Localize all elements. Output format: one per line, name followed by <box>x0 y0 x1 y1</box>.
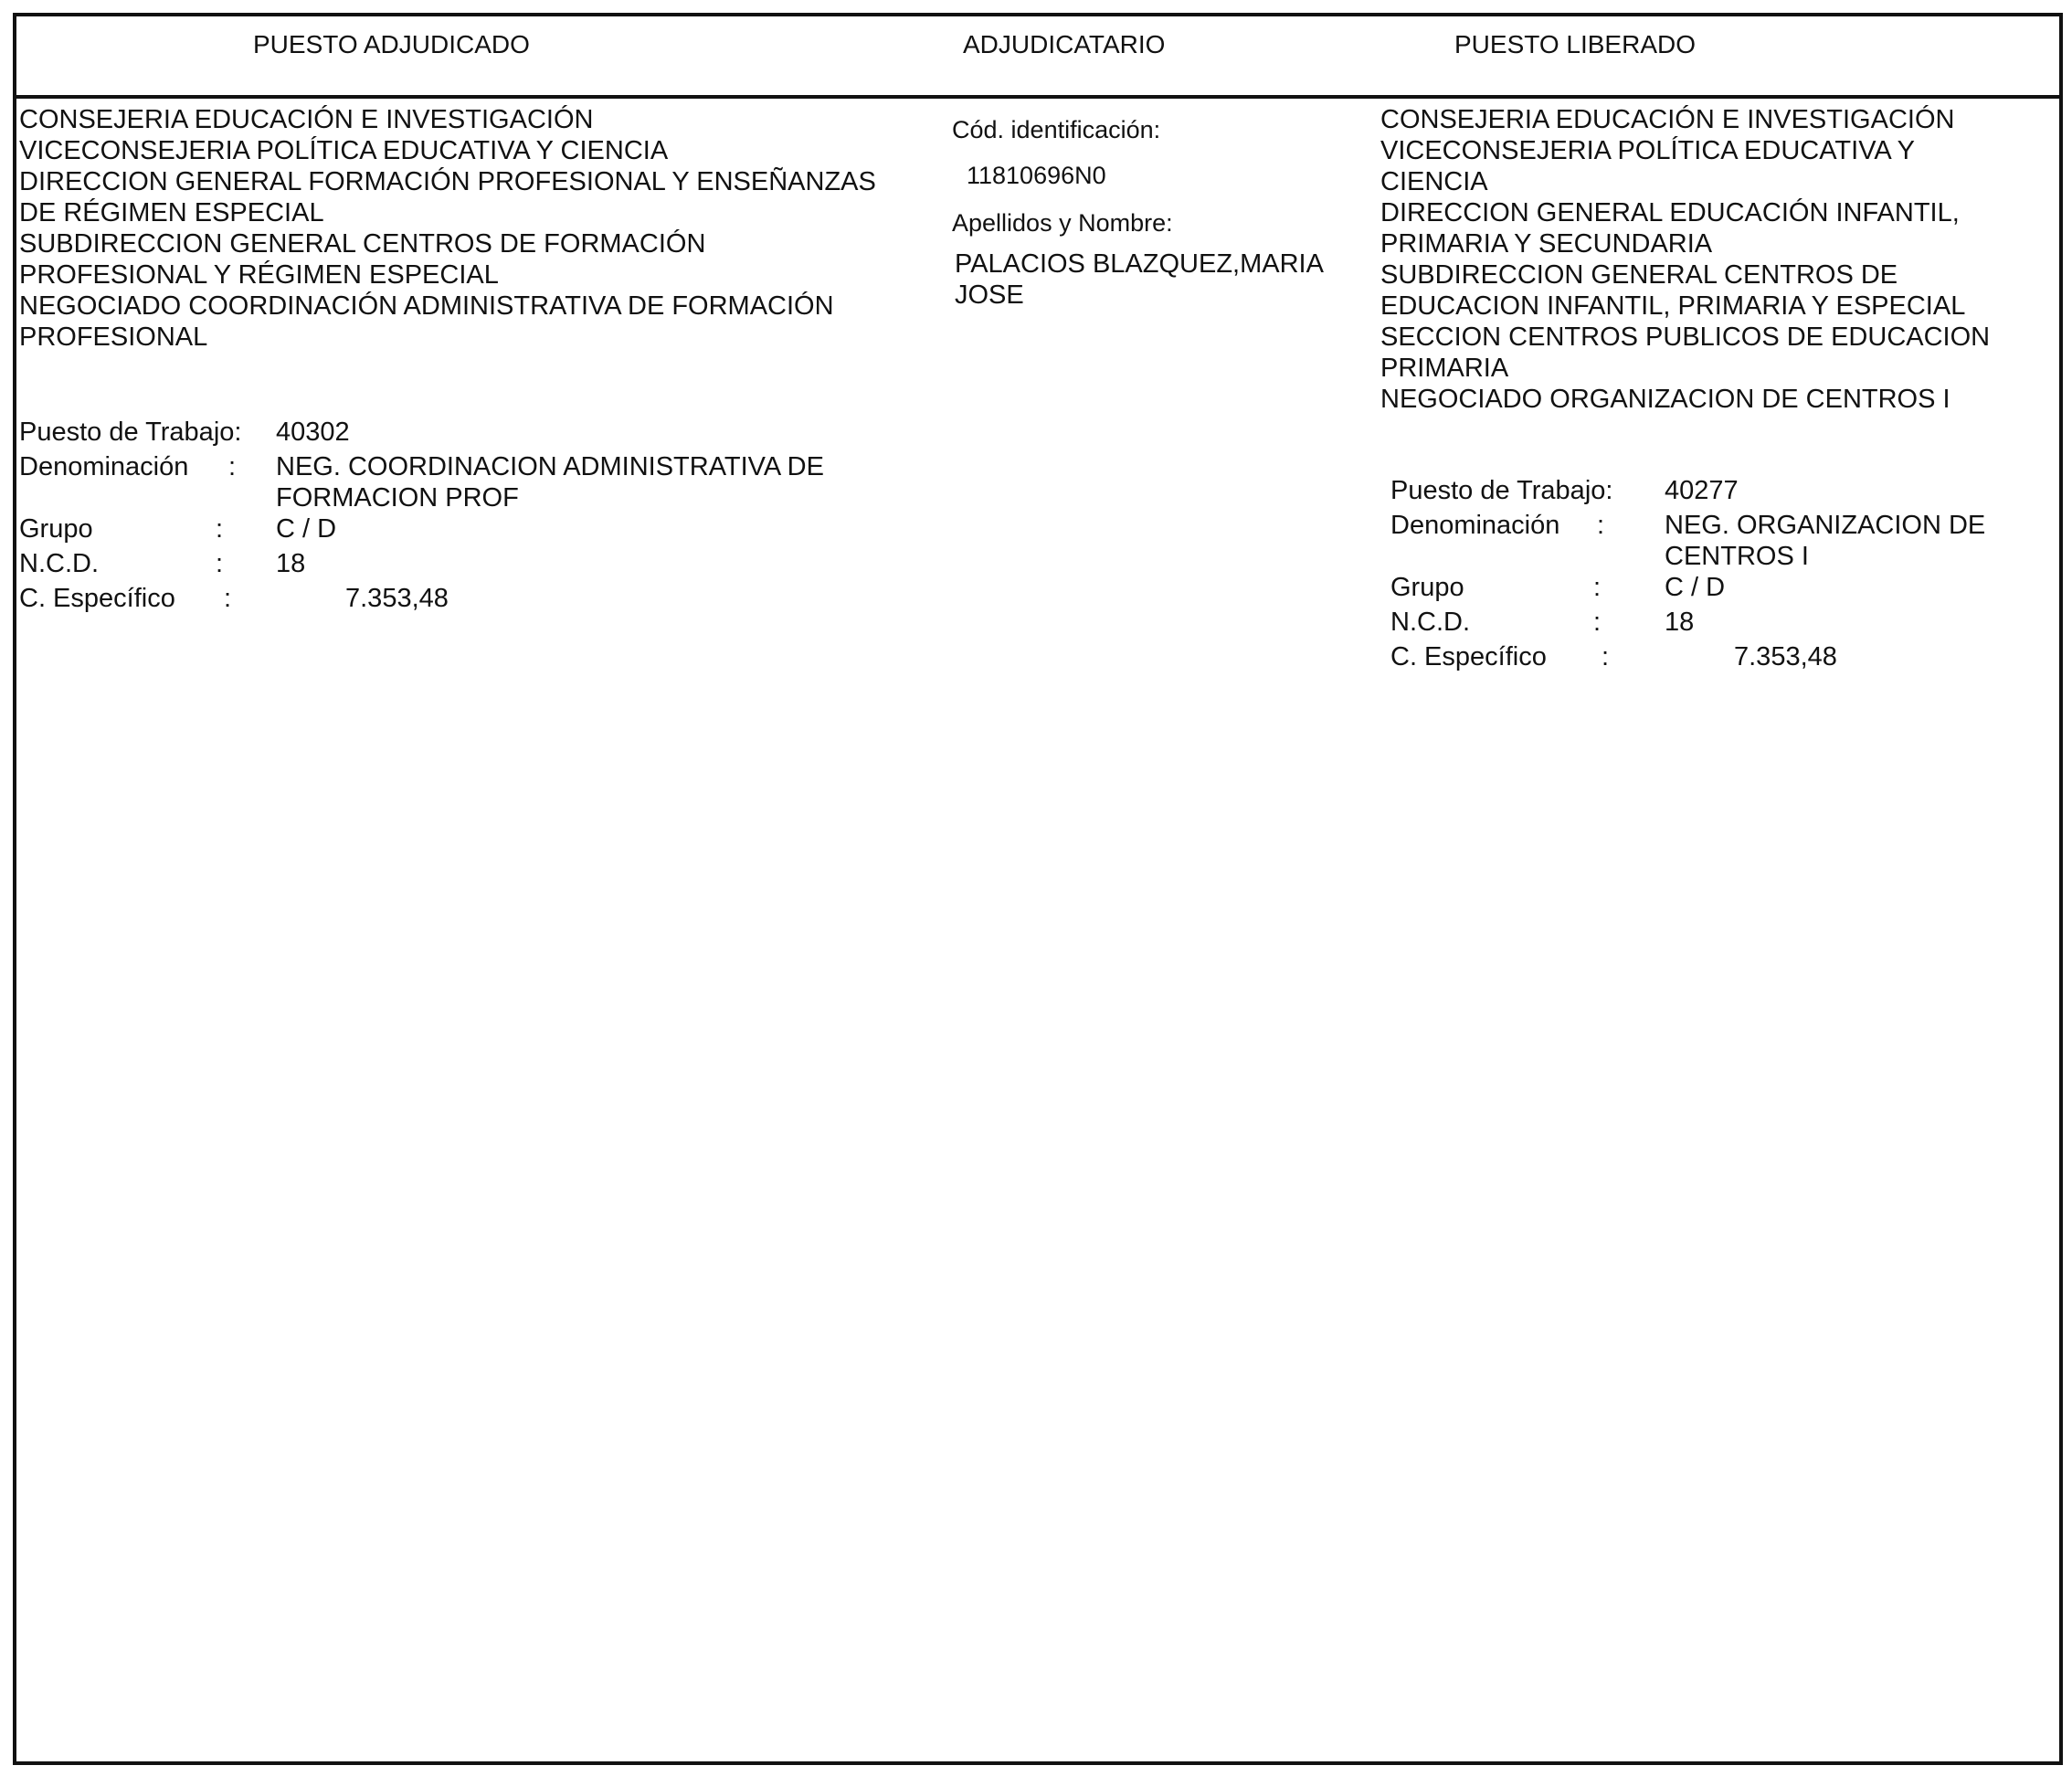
adjudicado-ncd-value: 18 <box>276 549 306 578</box>
adjudicado-org-line: VICECONSEJERIA POLÍTICA EDUCATIVA Y CIENCIA <box>19 136 669 165</box>
liberado-org-line: PRIMARIA <box>1380 354 1509 383</box>
liberado-denominacion-colon: : <box>1597 511 1605 540</box>
liberado-org-line: SECCION CENTROS PUBLICOS DE EDUCACION <box>1380 322 1991 352</box>
liberado-denominacion-value: NEG. ORGANIZACION DE <box>1665 511 1986 540</box>
adjudicado-especifico-colon: : <box>224 584 232 613</box>
liberado-grupo-value: C / D <box>1665 573 1726 602</box>
adjudicado-puesto-value: 40302 <box>276 418 350 447</box>
adjudicado-org-line: PROFESIONAL <box>19 322 208 352</box>
liberado-especifico-colon: : <box>1602 642 1610 671</box>
liberado-org-line: PRIMARIA Y SECUNDARIA <box>1380 229 1713 259</box>
cod-identificacion-value: 11810696N0 <box>967 162 1106 189</box>
header-puesto-liberado: PUESTO LIBERADO <box>1454 30 1697 58</box>
liberado-org-line: VICECONSEJERIA POLÍTICA EDUCATIVA Y <box>1380 136 1915 165</box>
liberado-grupo-label: Grupo <box>1390 573 1464 602</box>
adjudicado-especifico-label: C. Específico <box>19 584 175 613</box>
liberado-ncd-label: N.C.D. <box>1390 608 1470 637</box>
apellidos-nombre-value: PALACIOS BLAZQUEZ,MARIA <box>955 249 1324 279</box>
adjudicado-puesto-label: Puesto de Trabajo: <box>19 418 242 447</box>
adjudicado-denominacion-colon: : <box>228 452 237 481</box>
apellidos-nombre-value: JOSE <box>955 280 1024 310</box>
liberado-denominacion-label: Denominación <box>1390 511 1560 540</box>
adjudicado-org-line: PROFESIONAL Y RÉGIMEN ESPECIAL <box>19 260 499 290</box>
adjudicado-especifico-value: 7.353,48 <box>345 584 449 613</box>
adjudicado-org-line: DIRECCION GENERAL FORMACIÓN PROFESIONAL Y ENSEÑANZAS <box>19 167 876 196</box>
adjudicado-denominacion-label: Denominación <box>19 452 189 481</box>
adjudicado-ncd-label: N.C.D. <box>19 549 99 578</box>
liberado-denominacion-value: CENTROS I <box>1665 542 1809 571</box>
adjudicado-denominacion-value: FORMACION PROF <box>276 483 519 513</box>
liberado-org-line: NEGOCIADO ORGANIZACION DE CENTROS I <box>1380 385 1950 414</box>
liberado-org-line: CIENCIA <box>1380 167 1488 196</box>
liberado-grupo-colon: : <box>1593 573 1602 602</box>
adjudicado-grupo-value: C / D <box>276 514 337 544</box>
header-divider <box>13 95 2063 99</box>
liberado-ncd-colon: : <box>1593 608 1602 637</box>
liberado-org-line: SUBDIRECCION GENERAL CENTROS DE <box>1380 260 1898 290</box>
liberado-puesto-label: Puesto de Trabajo: <box>1390 476 1613 505</box>
header-puesto-adjudicado: PUESTO ADJUDICADO <box>253 30 530 58</box>
adjudicado-org-line: CONSEJERIA EDUCACIÓN E INVESTIGACIÓN <box>19 105 594 134</box>
liberado-especifico-value: 7.353,48 <box>1734 642 1837 671</box>
adjudicado-denominacion-value: NEG. COORDINACION ADMINISTRATIVA DE <box>276 452 824 481</box>
cod-identificacion-label: Cód. identificación: <box>952 116 1161 143</box>
adjudicado-org-line: NEGOCIADO COORDINACIÓN ADMINISTRATIVA DE FORMACIÓN <box>19 291 834 321</box>
liberado-puesto-value: 40277 <box>1665 476 1739 505</box>
apellidos-nombre-label: Apellidos y Nombre: <box>952 209 1173 237</box>
adjudicado-grupo-colon: : <box>216 514 224 544</box>
liberado-org-line: EDUCACION INFANTIL, PRIMARIA Y ESPECIAL <box>1380 291 1966 321</box>
adjudicado-org-line: SUBDIRECCION GENERAL CENTROS DE FORMACIÓN <box>19 229 706 259</box>
header-adjudicatario: ADJUDICATARIO <box>963 30 1166 58</box>
liberado-org-line: CONSEJERIA EDUCACIÓN E INVESTIGACIÓN <box>1380 105 1955 134</box>
adjudicado-org-line: DE RÉGIMEN ESPECIAL <box>19 198 324 227</box>
liberado-org-line: DIRECCION GENERAL EDUCACIÓN INFANTIL, <box>1380 198 1960 227</box>
adjudicado-grupo-label: Grupo <box>19 514 93 544</box>
liberado-ncd-value: 18 <box>1665 608 1695 637</box>
adjudicado-ncd-colon: : <box>216 549 224 578</box>
liberado-especifico-label: C. Específico <box>1390 642 1547 671</box>
